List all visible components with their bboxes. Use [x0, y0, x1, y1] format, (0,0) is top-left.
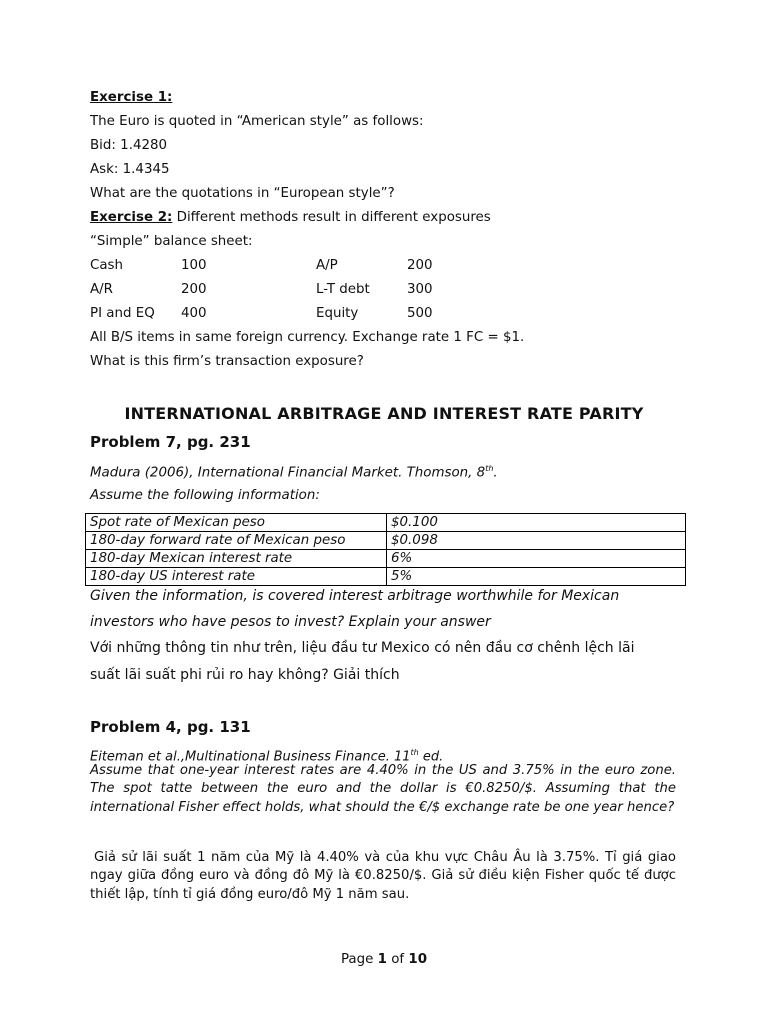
table-cell-value: $0.100 [387, 514, 686, 532]
exercise2-note: All B/S items in same foreign currency. Exchange rate 1 FC = $1. [90, 330, 525, 345]
exercise1-bid: Bid: 1.4280 [90, 138, 168, 153]
table-cell-label: 180-day forward rate of Mexican peso [86, 532, 387, 550]
bs-value: 200 [181, 282, 207, 297]
bs-label: A/R [90, 282, 113, 297]
table-cell-value: 5% [387, 568, 686, 586]
bs-label: PI and EQ [90, 306, 155, 321]
bs-value: 500 [407, 306, 433, 321]
bs-value: 300 [407, 282, 433, 297]
problem4-vn-text: Giả sử lãi suất 1 năm của Mỹ là 4.40% và của khu vực Châu Âu là 3.75%. Tỉ giá giao ngay giữa đồng euro và đồng đô Mỹ là €0.8250/$. Giả sử điều kiện Fisher quốc tế được thiết lập, tính tỉ giá đồng euro/đô Mỹ 1 năm sau. [90, 850, 676, 902]
bs-value: 200 [407, 258, 433, 273]
table-cell-label: 180-day US interest rate [86, 568, 387, 586]
problem7-title: Problem 7, pg. 231 [90, 433, 251, 451]
table-cell-value: 6% [387, 550, 686, 568]
table-row [86, 550, 686, 568]
exercise2-title: Exercise 2: Different methods result in different exposures [90, 210, 491, 225]
problem4-title: Problem 4, pg. 131 [90, 718, 251, 736]
current-page-number: 1 [377, 952, 387, 967]
bs-label: A/P [316, 258, 338, 273]
rates-table [85, 513, 686, 586]
table-cell-value: $0.098 [387, 532, 686, 550]
total-page-count: 10 [408, 952, 428, 967]
problem7-vn-1: Với những thông tin như trên, liệu đầu tư Mexico có nên đầu cơ chênh lệch lãi [90, 640, 635, 656]
problem4-reference: Eiteman et al.,Multinational Business Finance. 11th ed. [90, 748, 444, 765]
section-heading: INTERNATIONAL ARBITRAGE AND INTEREST RATE PARITY [124, 404, 644, 423]
exercise1-title: Exercise 1: [90, 90, 173, 105]
table-cell-label: Spot rate of Mexican peso [86, 514, 387, 532]
exercise2-subtitle: “Simple” balance sheet: [90, 234, 253, 249]
table-row [86, 568, 686, 586]
table-row [86, 514, 686, 532]
problem7-assume: Assume the following information: [90, 488, 320, 503]
problem7-reference: Madura (2006), International Financial Market. Thomson, 8th. [90, 464, 498, 481]
bs-value: 400 [181, 306, 207, 321]
table-cell-label: 180-day Mexican interest rate [86, 550, 387, 568]
problem4-text: Assume that one-year interest rates are 4.40% in the US and 3.75% in the euro zone. The spot tatte between the euro and the dollar is €0.8250/$. Assuming that the international Fisher effect holds, what should the €/$ exchange rate be one year hence? [90, 763, 676, 815]
page-footer: Page 1 of 10 [340, 952, 428, 967]
bs-value: 100 [181, 258, 207, 273]
exercise1-intro: The Euro is quoted in “American style” as follows: [90, 114, 424, 129]
bs-label: Equity [316, 306, 359, 321]
problem7-question-2: investors who have pesos to invest? Explain your answer [90, 614, 491, 630]
table-row [86, 532, 686, 550]
problem7-question-1: Given the information, is covered interest arbitrage worthwhile for Mexican [90, 588, 620, 604]
exercise2-question: What is this firm’s transaction exposure? [90, 354, 364, 369]
bs-label: L-T debt [316, 282, 370, 297]
bs-label: Cash [90, 258, 124, 273]
exercise1-ask: Ask: 1.4345 [90, 162, 170, 177]
problem7-vn-2: suất lãi suất phi rủi ro hay không? Giải thích [90, 667, 400, 683]
exercise1-question: What are the quotations in “European style”? [90, 186, 395, 201]
